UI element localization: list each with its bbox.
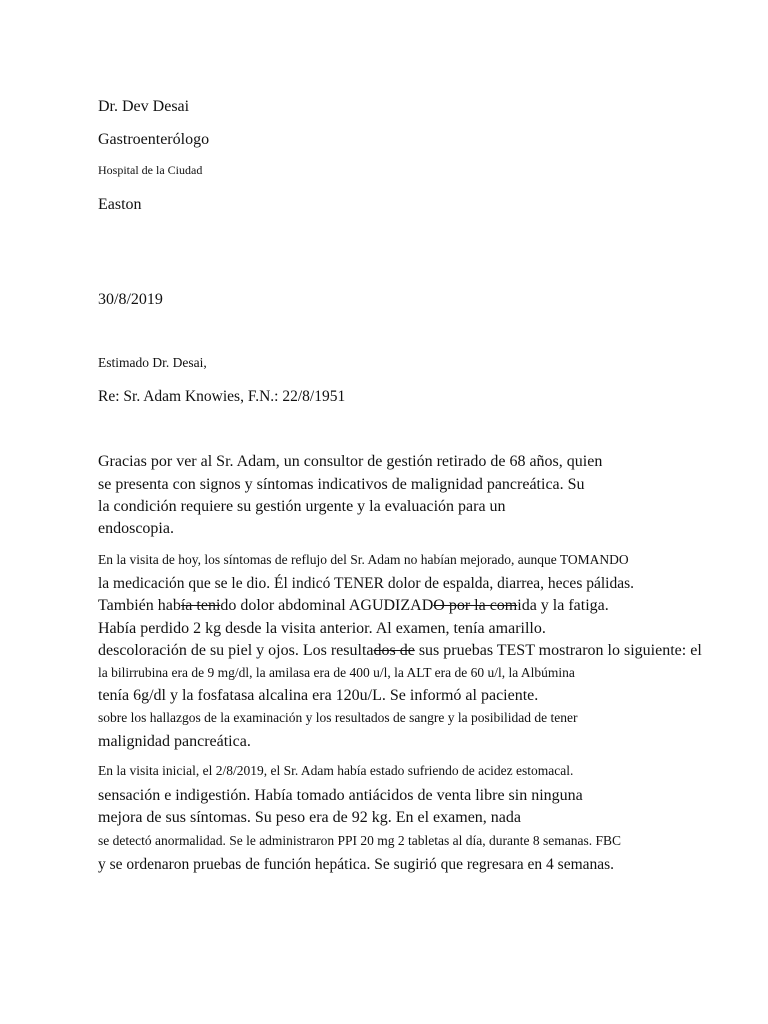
para2-line5-part2: sus pruebas TEST mostraron lo siguiente: el [414,642,702,659]
subject-line: Re: Sr. Adam Knowies, F.N.: 22/8/1951 [98,388,346,405]
para2-line6: la bilirrubina era de 9 mg/dl, la amilasa era de 400 u/l, la ALT era de 60 u/l, la Albúmina [98,665,575,680]
para2-line7: tenía 6g/dl y la fosfatasa alcalina era 120u/L. Se informó al paciente. [98,687,539,704]
para1-line2: se presenta con signos y síntomas indicativos de malignidad pancreática. Su [98,476,585,493]
para1-line4: endoscopia. [98,520,174,537]
para1-line3: la condición requiere su gestión urgente y la evaluación para un [98,498,506,515]
para3-line3: mejora de sus síntomas. Su peso era de 92 kg. En el examen, nada [98,809,521,826]
para1-line1: Gracias por ver al Sr. Adam, un consultor de gestión retirado de 68 años, quien [98,453,603,470]
para2-line2: la medicación que se le dio. Él indicó TENER dolor de espalda, diarrea, heces pálidas. [98,575,634,592]
para2-line5 [98,643,702,659]
para3-line4: se detectó anormalidad. Se le administraron PPI 20 mg 2 tabletas al día, durante 8 semanas. FBC [98,833,622,848]
hospital-name: Hospital de la Ciudad [98,163,203,177]
para2-line3-part3: ida y la fatiga. [517,597,609,614]
letter-date: 30/8/2019 [98,291,163,308]
para2-line3-struck1: ía teni [180,597,221,614]
para2-line4: Había perdido 2 kg desde la visita anterior. Al examen, tenía amarillo. [98,620,546,637]
para2-line3-part2: do dolor abdominal AGUDIZAD [220,597,434,614]
para3-line1: En la visita inicial, el 2/8/2019, el Sr. Adam había estado sufriendo de acidez estomacal. [98,763,574,778]
para2-line9: malignidad pancreática. [98,733,251,750]
para2-line5-struck: dos de [373,642,415,659]
salutation: Estimado Dr. Desai, [98,355,207,370]
para3-line5: y se ordenaron pruebas de función hepática. Se sugirió que regresara en 4 semanas. [98,856,615,873]
para2-line3-struck2: O por la com [433,597,518,614]
para2-line1: En la visita de hoy, los síntomas de reflujo del Sr. Adam no habían mejorado, aunque TOMANDO [98,552,629,567]
para3-line2: sensación e indigestión. Había tomado antiácidos de venta libre sin ninguna [98,787,583,804]
doctor-name: Dr. Dev Desai [98,98,190,115]
para2-line3-part1: También hab [98,597,181,614]
para2-line3 [98,598,609,614]
para2-line5-part1: descoloración de su piel y ojos. Los resulta [98,642,374,659]
hospital-city: Easton [98,196,142,213]
doctor-specialty: Gastroenterólogo [98,131,210,148]
para2-line8: sobre los hallazgos de la examinación y los resultados de sangre y la posibilidad de tener [98,710,578,725]
